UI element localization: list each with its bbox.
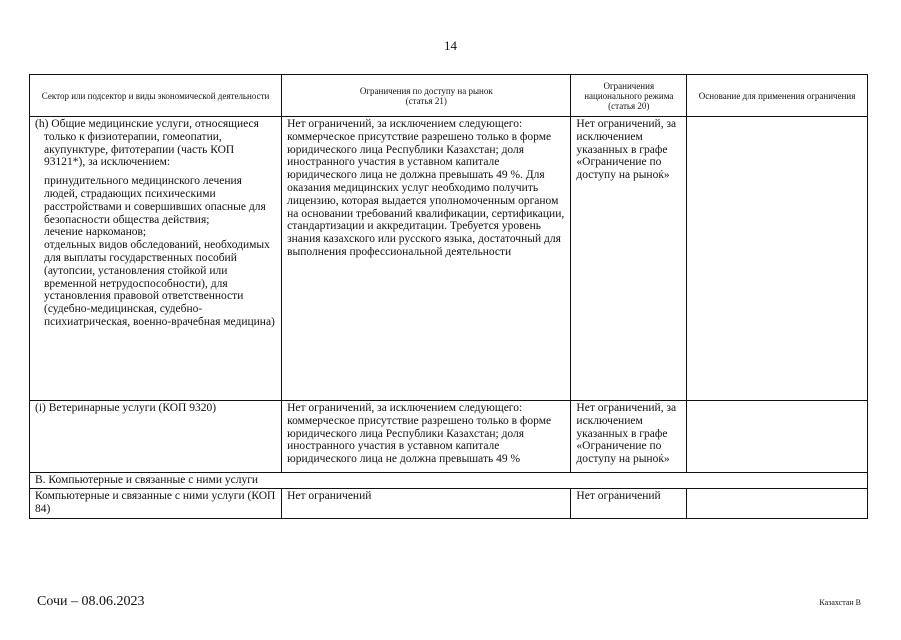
sector-cell (30, 117, 282, 401)
sector-intro: (h) Общие медицинские услуги, относящиеся только к физиотерапии, гомеопатии, акупунктуре, фитотерапии (часть КОП 93121*), за исключением: (35, 118, 259, 169)
basis-cell (687, 117, 868, 401)
sector-item: принудительного медицинского лечения людей, страдающих психическими расстройствами и совершивших опасные для безопасности общества действия; (44, 175, 266, 226)
table-row (30, 401, 868, 473)
footer-document-code: Казахстан B (819, 598, 861, 607)
market-access-cell: Нет ограничений, за исключением следующего: коммерческое присутствие разрешено только в форме юридического лица Республики Казахстан; доля иностранного участия в уставном капитале юридического лица не должна превышать 49 %. Для оказания медицинских услуг необходимо получить лицензию, которая выдается уполномоченным органом на основании требований квалификации, сертификации, стандартизации и аккредитации. Требуется уровень знания казахского или русского языка, достаточный для выполнения профессиональной деятельности (282, 117, 571, 401)
header-market-access: Ограничения по доступу на рынок (статья 21) (282, 75, 571, 117)
national-treatment-cell: Нет ограничений (571, 488, 687, 518)
section-heading-row (30, 473, 868, 489)
sector-item: лечение наркоманов; (44, 226, 147, 239)
national-treatment-cell: Нет ограничений, за исключением указанных в графе «Ограничение по доступу на рыноќ» (571, 117, 687, 401)
page-number: 14 (444, 38, 457, 53)
table-row (30, 488, 868, 518)
header-national-treatment: Ограничения национального режима (статья 20) (571, 75, 687, 117)
table-row (30, 117, 868, 401)
table-header-row (30, 75, 868, 117)
basis-cell (687, 401, 868, 473)
basis-cell (687, 488, 868, 518)
market-access-cell: Нет ограничений (282, 488, 571, 518)
market-access-cell: Нет ограничений, за исключением следующего: коммерческое присутствие разрешено только в форме юридического лица Республики Казахстан; доля иностранного участия в уставном капитале юридического лица не должна превышать 49 % (282, 401, 571, 473)
footer-place-date: Сочи – 08.06.2023 (37, 594, 145, 609)
section-heading: B. Компьютерные и связанные с ними услуги (30, 473, 868, 489)
header-basis: Основание для применения ограничения (687, 75, 868, 117)
header-sector: Сектор или подсектор и виды экономической деятельности (30, 75, 282, 117)
sector-cell: Компьютерные и связанные с ними услуги (КОП 84) (30, 488, 282, 518)
national-treatment-cell: Нет ограничений, за исключением указанных в графе «Ограничение по доступу на рыноќ» (571, 401, 687, 473)
sector-item: отдельных видов обследований, необходимых для выплаты государственных пособий (аутопсии, установления стойкой или временной нетрудоспособности), для установления правовой ответственности (судебно-медицинская, судебно-психиатрическая, военно-врачебная медицина) (44, 239, 275, 328)
sector-cell: (i) Ветеринарные услуги (КОП 9320) (30, 401, 282, 473)
commitments-table (29, 74, 868, 519)
